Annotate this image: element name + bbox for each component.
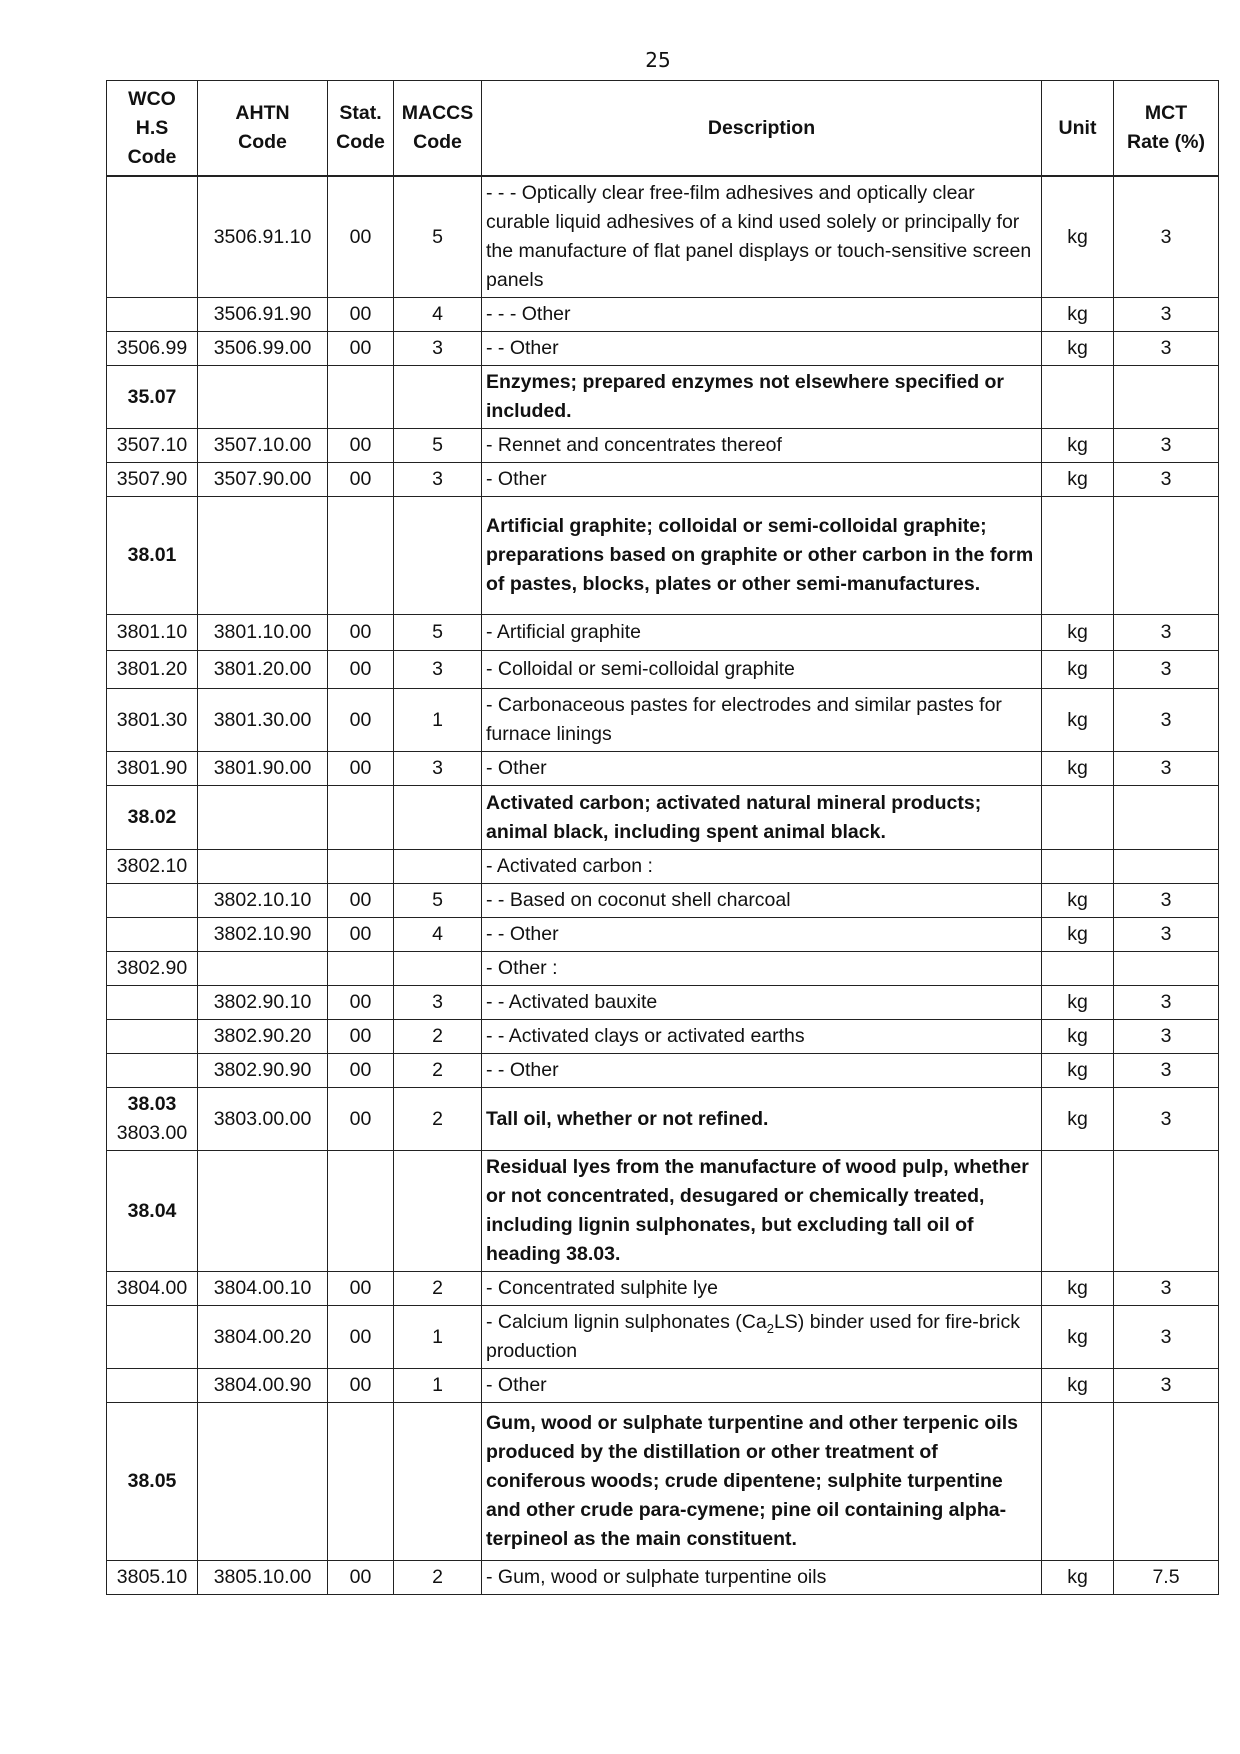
maccs-code-cell: 1 (394, 1306, 482, 1369)
description-cell: - - Based on coconut shell charcoal (482, 884, 1042, 918)
table-row (107, 497, 1219, 615)
ahtn-code-cell: 3506.91.90 (198, 298, 328, 332)
description-text: LS) binder used for fire-brick production (486, 1311, 1020, 1362)
mct-rate-cell: 3 (1114, 884, 1219, 918)
header-wco: WCO H.S Code (107, 81, 198, 177)
header-unit: Unit (1042, 81, 1114, 177)
table-row (107, 850, 1219, 884)
table-row (107, 332, 1219, 366)
ahtn-code-cell: 3804.00.20 (198, 1306, 328, 1369)
unit-cell: kg (1042, 1369, 1114, 1403)
ahtn-code-cell: 3506.91.10 (198, 176, 328, 298)
maccs-code-cell: 2 (394, 1054, 482, 1088)
description-cell: Enzymes; prepared enzymes not elsewhere specified or included. (482, 366, 1042, 429)
stat-code-cell: 00 (328, 1088, 394, 1151)
mct-rate-cell: 3 (1114, 1306, 1219, 1369)
unit-cell: kg (1042, 463, 1114, 497)
ahtn-code-cell: 3802.10.10 (198, 884, 328, 918)
table-row (107, 1403, 1219, 1561)
description-cell: - Carbonaceous pastes for electrodes and similar pastes for furnace linings (482, 689, 1042, 752)
stat-code-cell (328, 366, 394, 429)
table-row (107, 1369, 1219, 1403)
unit-cell (1042, 366, 1114, 429)
mct-rate-cell: 3 (1114, 651, 1219, 689)
maccs-code-cell (394, 1151, 482, 1272)
maccs-code-cell: 5 (394, 615, 482, 651)
ahtn-code-cell: 3802.90.90 (198, 1054, 328, 1088)
wco-code-cell (107, 884, 198, 918)
table-row (107, 952, 1219, 986)
ahtn-code-cell (198, 952, 328, 986)
description-cell: - - Other (482, 332, 1042, 366)
description-cell: - - Activated bauxite (482, 986, 1042, 1020)
description-cell: - Gum, wood or sulphate turpentine oils (482, 1561, 1042, 1595)
unit-cell: kg (1042, 689, 1114, 752)
table-row (107, 1272, 1219, 1306)
stat-code-cell (328, 786, 394, 850)
table-row (107, 1561, 1219, 1595)
wco-code-cell (107, 918, 198, 952)
unit-cell (1042, 850, 1114, 884)
description-cell: - Artificial graphite (482, 615, 1042, 651)
wco-code-cell (107, 1054, 198, 1088)
mct-rate-cell (1114, 1151, 1219, 1272)
wco-code-cell: 38.05 (107, 1403, 198, 1561)
ahtn-code-cell: 3802.10.90 (198, 918, 328, 952)
table-row (107, 918, 1219, 952)
table-row (107, 786, 1219, 850)
description-cell: - Other : (482, 952, 1042, 986)
wco-heading-code: 38.03 (127, 1093, 177, 1115)
stat-code-cell: 00 (328, 918, 394, 952)
wco-code-cell: 3802.10 (107, 850, 198, 884)
stat-code-cell: 00 (328, 429, 394, 463)
unit-cell: kg (1042, 1306, 1114, 1369)
unit-cell: kg (1042, 1020, 1114, 1054)
maccs-code-cell (394, 952, 482, 986)
ahtn-code-cell: 3801.90.00 (198, 752, 328, 786)
wco-code-cell (107, 986, 198, 1020)
unit-cell: kg (1042, 298, 1114, 332)
ahtn-code-cell: 3506.99.00 (198, 332, 328, 366)
unit-cell (1042, 1403, 1114, 1561)
ahtn-code-cell: 3801.20.00 (198, 651, 328, 689)
mct-rate-cell: 3 (1114, 1272, 1219, 1306)
maccs-code-cell: 3 (394, 332, 482, 366)
ahtn-code-cell: 3803.00.00 (198, 1088, 328, 1151)
ahtn-code-cell (198, 850, 328, 884)
table-row (107, 463, 1219, 497)
description-cell: - Activated carbon : (482, 850, 1042, 884)
mct-rate-cell: 3 (1114, 429, 1219, 463)
description-cell: - Colloidal or semi-colloidal graphite (482, 651, 1042, 689)
mct-rate-cell: 3 (1114, 918, 1219, 952)
wco-code-cell: 3805.10 (107, 1561, 198, 1595)
description-cell: Gum, wood or sulphate turpentine and other terpenic oils produced by the distillation or other treatment of coniferous woods; crude dipentene; sulphite turpentine and other crude para-cymene; pine oil containing alpha-terpineol as the main constituent. (482, 1403, 1042, 1561)
description-cell: - - Other (482, 918, 1042, 952)
description-cell: Residual lyes from the manufacture of wood pulp, whether or not concentrated, desugared or chemically treated, including lignin sulphonates, but excluding tall oil of heading 38.03. (482, 1151, 1042, 1272)
table-row (107, 1020, 1219, 1054)
stat-code-cell (328, 952, 394, 986)
maccs-code-cell: 3 (394, 752, 482, 786)
stat-code-cell (328, 850, 394, 884)
unit-cell (1042, 786, 1114, 850)
header-description: Description (482, 81, 1042, 177)
mct-rate-cell: 3 (1114, 1088, 1219, 1151)
stat-code-cell: 00 (328, 463, 394, 497)
stat-code-cell: 00 (328, 884, 394, 918)
stat-code-cell: 00 (328, 1369, 394, 1403)
mct-rate-cell (1114, 786, 1219, 850)
maccs-code-cell: 2 (394, 1272, 482, 1306)
maccs-code-cell: 3 (394, 986, 482, 1020)
wco-code-cell: 3801.20 (107, 651, 198, 689)
mct-rate-cell (1114, 952, 1219, 986)
mct-rate-cell: 3 (1114, 463, 1219, 497)
description-cell: - - - Other (482, 298, 1042, 332)
stat-code-cell: 00 (328, 298, 394, 332)
mct-rate-cell: 3 (1114, 1020, 1219, 1054)
maccs-code-cell: 2 (394, 1561, 482, 1595)
header-stat: Stat. Code (328, 81, 394, 177)
mct-rate-cell: 3 (1114, 615, 1219, 651)
description-cell (482, 1306, 1042, 1369)
ahtn-code-cell: 3801.10.00 (198, 615, 328, 651)
table-row (107, 429, 1219, 463)
stat-code-cell (328, 1151, 394, 1272)
wco-code-cell (107, 1306, 198, 1369)
maccs-code-cell (394, 850, 482, 884)
wco-code-cell: 3506.99 (107, 332, 198, 366)
header-mct: MCT Rate (%) (1114, 81, 1219, 177)
stat-code-cell: 00 (328, 1306, 394, 1369)
ahtn-code-cell: 3507.90.00 (198, 463, 328, 497)
unit-cell (1042, 952, 1114, 986)
table-row (107, 884, 1219, 918)
table-row (107, 651, 1219, 689)
stat-code-cell: 00 (328, 1272, 394, 1306)
maccs-code-cell: 1 (394, 689, 482, 752)
wco-code-cell (107, 1020, 198, 1054)
table-row (107, 176, 1219, 298)
maccs-code-cell: 4 (394, 918, 482, 952)
unit-cell: kg (1042, 1561, 1114, 1595)
mct-rate-cell: 3 (1114, 1369, 1219, 1403)
wco-code-cell: 38.04 (107, 1151, 198, 1272)
mct-rate-cell: 3 (1114, 1054, 1219, 1088)
unit-cell: kg (1042, 651, 1114, 689)
maccs-code-cell (394, 1403, 482, 1561)
ahtn-code-cell: 3507.10.00 (198, 429, 328, 463)
wco-code-cell: 3801.10 (107, 615, 198, 651)
description-cell: - - Activated clays or activated earths (482, 1020, 1042, 1054)
wco-code-cell: 35.07 (107, 366, 198, 429)
wco-code-cell: 3802.90 (107, 952, 198, 986)
maccs-code-cell: 1 (394, 1369, 482, 1403)
maccs-code-cell: 5 (394, 429, 482, 463)
unit-cell: kg (1042, 1054, 1114, 1088)
ahtn-code-cell: 3805.10.00 (198, 1561, 328, 1595)
description-text: - Calcium lignin sulphonates (Ca (486, 1311, 767, 1333)
ahtn-code-cell (198, 786, 328, 850)
maccs-code-cell: 5 (394, 884, 482, 918)
stat-code-cell (328, 1403, 394, 1561)
description-subscript: 2 (766, 1320, 774, 1336)
ahtn-code-cell (198, 1403, 328, 1561)
table-row (107, 1306, 1219, 1369)
maccs-code-cell (394, 497, 482, 615)
mct-rate-cell (1114, 497, 1219, 615)
description-cell: - Other (482, 752, 1042, 786)
maccs-code-cell (394, 786, 482, 850)
unit-cell (1042, 1151, 1114, 1272)
description-cell: - Concentrated sulphite lye (482, 1272, 1042, 1306)
ahtn-code-cell: 3801.30.00 (198, 689, 328, 752)
stat-code-cell: 00 (328, 752, 394, 786)
unit-cell: kg (1042, 918, 1114, 952)
wco-code-cell (107, 176, 198, 298)
description-cell: - Other (482, 1369, 1042, 1403)
description-cell: - - - Optically clear free-film adhesives and optically clear curable liquid adhesives of a kind used solely or principally for the manufacture of flat panel displays or touch-sensitive screen panels (482, 176, 1042, 298)
wco-code-cell: 3801.90 (107, 752, 198, 786)
mct-rate-cell (1114, 850, 1219, 884)
mct-rate-cell (1114, 366, 1219, 429)
stat-code-cell: 00 (328, 986, 394, 1020)
description-cell: Artificial graphite; colloidal or semi-colloidal graphite; preparations based on graphite or other carbon in the form of pastes, blocks, plates or other semi-manufactures. (482, 497, 1042, 615)
mct-rate-cell (1114, 1403, 1219, 1561)
page-number: 25 (645, 48, 671, 72)
unit-cell: kg (1042, 884, 1114, 918)
ahtn-code-cell: 3802.90.20 (198, 1020, 328, 1054)
table-row (107, 1151, 1219, 1272)
wco-code-cell (107, 1369, 198, 1403)
maccs-code-cell: 3 (394, 651, 482, 689)
mct-rate-cell: 3 (1114, 176, 1219, 298)
table-row (107, 986, 1219, 1020)
mct-rate-cell: 3 (1114, 689, 1219, 752)
unit-cell: kg (1042, 615, 1114, 651)
mct-rate-cell: 3 (1114, 752, 1219, 786)
table-row (107, 689, 1219, 752)
description-cell: Activated carbon; activated natural mineral products; animal black, including spent animal black. (482, 786, 1042, 850)
table-row (107, 615, 1219, 651)
header-ahtn: AHTN Code (198, 81, 328, 177)
table-row (107, 1054, 1219, 1088)
unit-cell: kg (1042, 986, 1114, 1020)
stat-code-cell (328, 497, 394, 615)
stat-code-cell: 00 (328, 1054, 394, 1088)
maccs-code-cell: 2 (394, 1020, 482, 1054)
description-cell: - Other (482, 463, 1042, 497)
maccs-code-cell: 3 (394, 463, 482, 497)
stat-code-cell: 00 (328, 1020, 394, 1054)
header-maccs: MACCS Code (394, 81, 482, 177)
stat-code-cell: 00 (328, 615, 394, 651)
ahtn-code-cell (198, 1151, 328, 1272)
ahtn-code-cell (198, 497, 328, 615)
ahtn-code-cell: 3804.00.10 (198, 1272, 328, 1306)
tariff-table (106, 80, 1219, 1595)
unit-cell: kg (1042, 176, 1114, 298)
unit-cell (1042, 497, 1114, 615)
table-row (107, 1088, 1219, 1151)
maccs-code-cell: 5 (394, 176, 482, 298)
table-row (107, 752, 1219, 786)
unit-cell: kg (1042, 1088, 1114, 1151)
ahtn-code-cell: 3802.90.10 (198, 986, 328, 1020)
unit-cell: kg (1042, 752, 1114, 786)
stat-code-cell: 00 (328, 1561, 394, 1595)
ahtn-code-cell (198, 366, 328, 429)
unit-cell: kg (1042, 1272, 1114, 1306)
mct-rate-cell: 7.5 (1114, 1561, 1219, 1595)
wco-code-cell (107, 298, 198, 332)
wco-code-cell (107, 1088, 198, 1151)
wco-code-cell: 3801.30 (107, 689, 198, 752)
wco-code-cell: 3804.00 (107, 1272, 198, 1306)
wco-code-cell: 3507.10 (107, 429, 198, 463)
ahtn-code-cell: 3804.00.90 (198, 1369, 328, 1403)
wco-code-cell: 3507.90 (107, 463, 198, 497)
unit-cell: kg (1042, 429, 1114, 463)
wco-code-cell: 38.01 (107, 497, 198, 615)
table-row (107, 298, 1219, 332)
wco-subheading-code: 3803.00 (116, 1122, 188, 1144)
stat-code-cell: 00 (328, 176, 394, 298)
header-row (107, 81, 1219, 177)
unit-cell: kg (1042, 332, 1114, 366)
description-cell: - Rennet and concentrates thereof (482, 429, 1042, 463)
table-row (107, 366, 1219, 429)
maccs-code-cell: 4 (394, 298, 482, 332)
maccs-code-cell: 2 (394, 1088, 482, 1151)
stat-code-cell: 00 (328, 689, 394, 752)
maccs-code-cell (394, 366, 482, 429)
mct-rate-cell: 3 (1114, 986, 1219, 1020)
stat-code-cell: 00 (328, 651, 394, 689)
description-cell: Tall oil, whether or not refined. (482, 1088, 1042, 1151)
wco-code-cell: 38.02 (107, 786, 198, 850)
mct-rate-cell: 3 (1114, 298, 1219, 332)
mct-rate-cell: 3 (1114, 332, 1219, 366)
stat-code-cell: 00 (328, 332, 394, 366)
description-cell: - - Other (482, 1054, 1042, 1088)
